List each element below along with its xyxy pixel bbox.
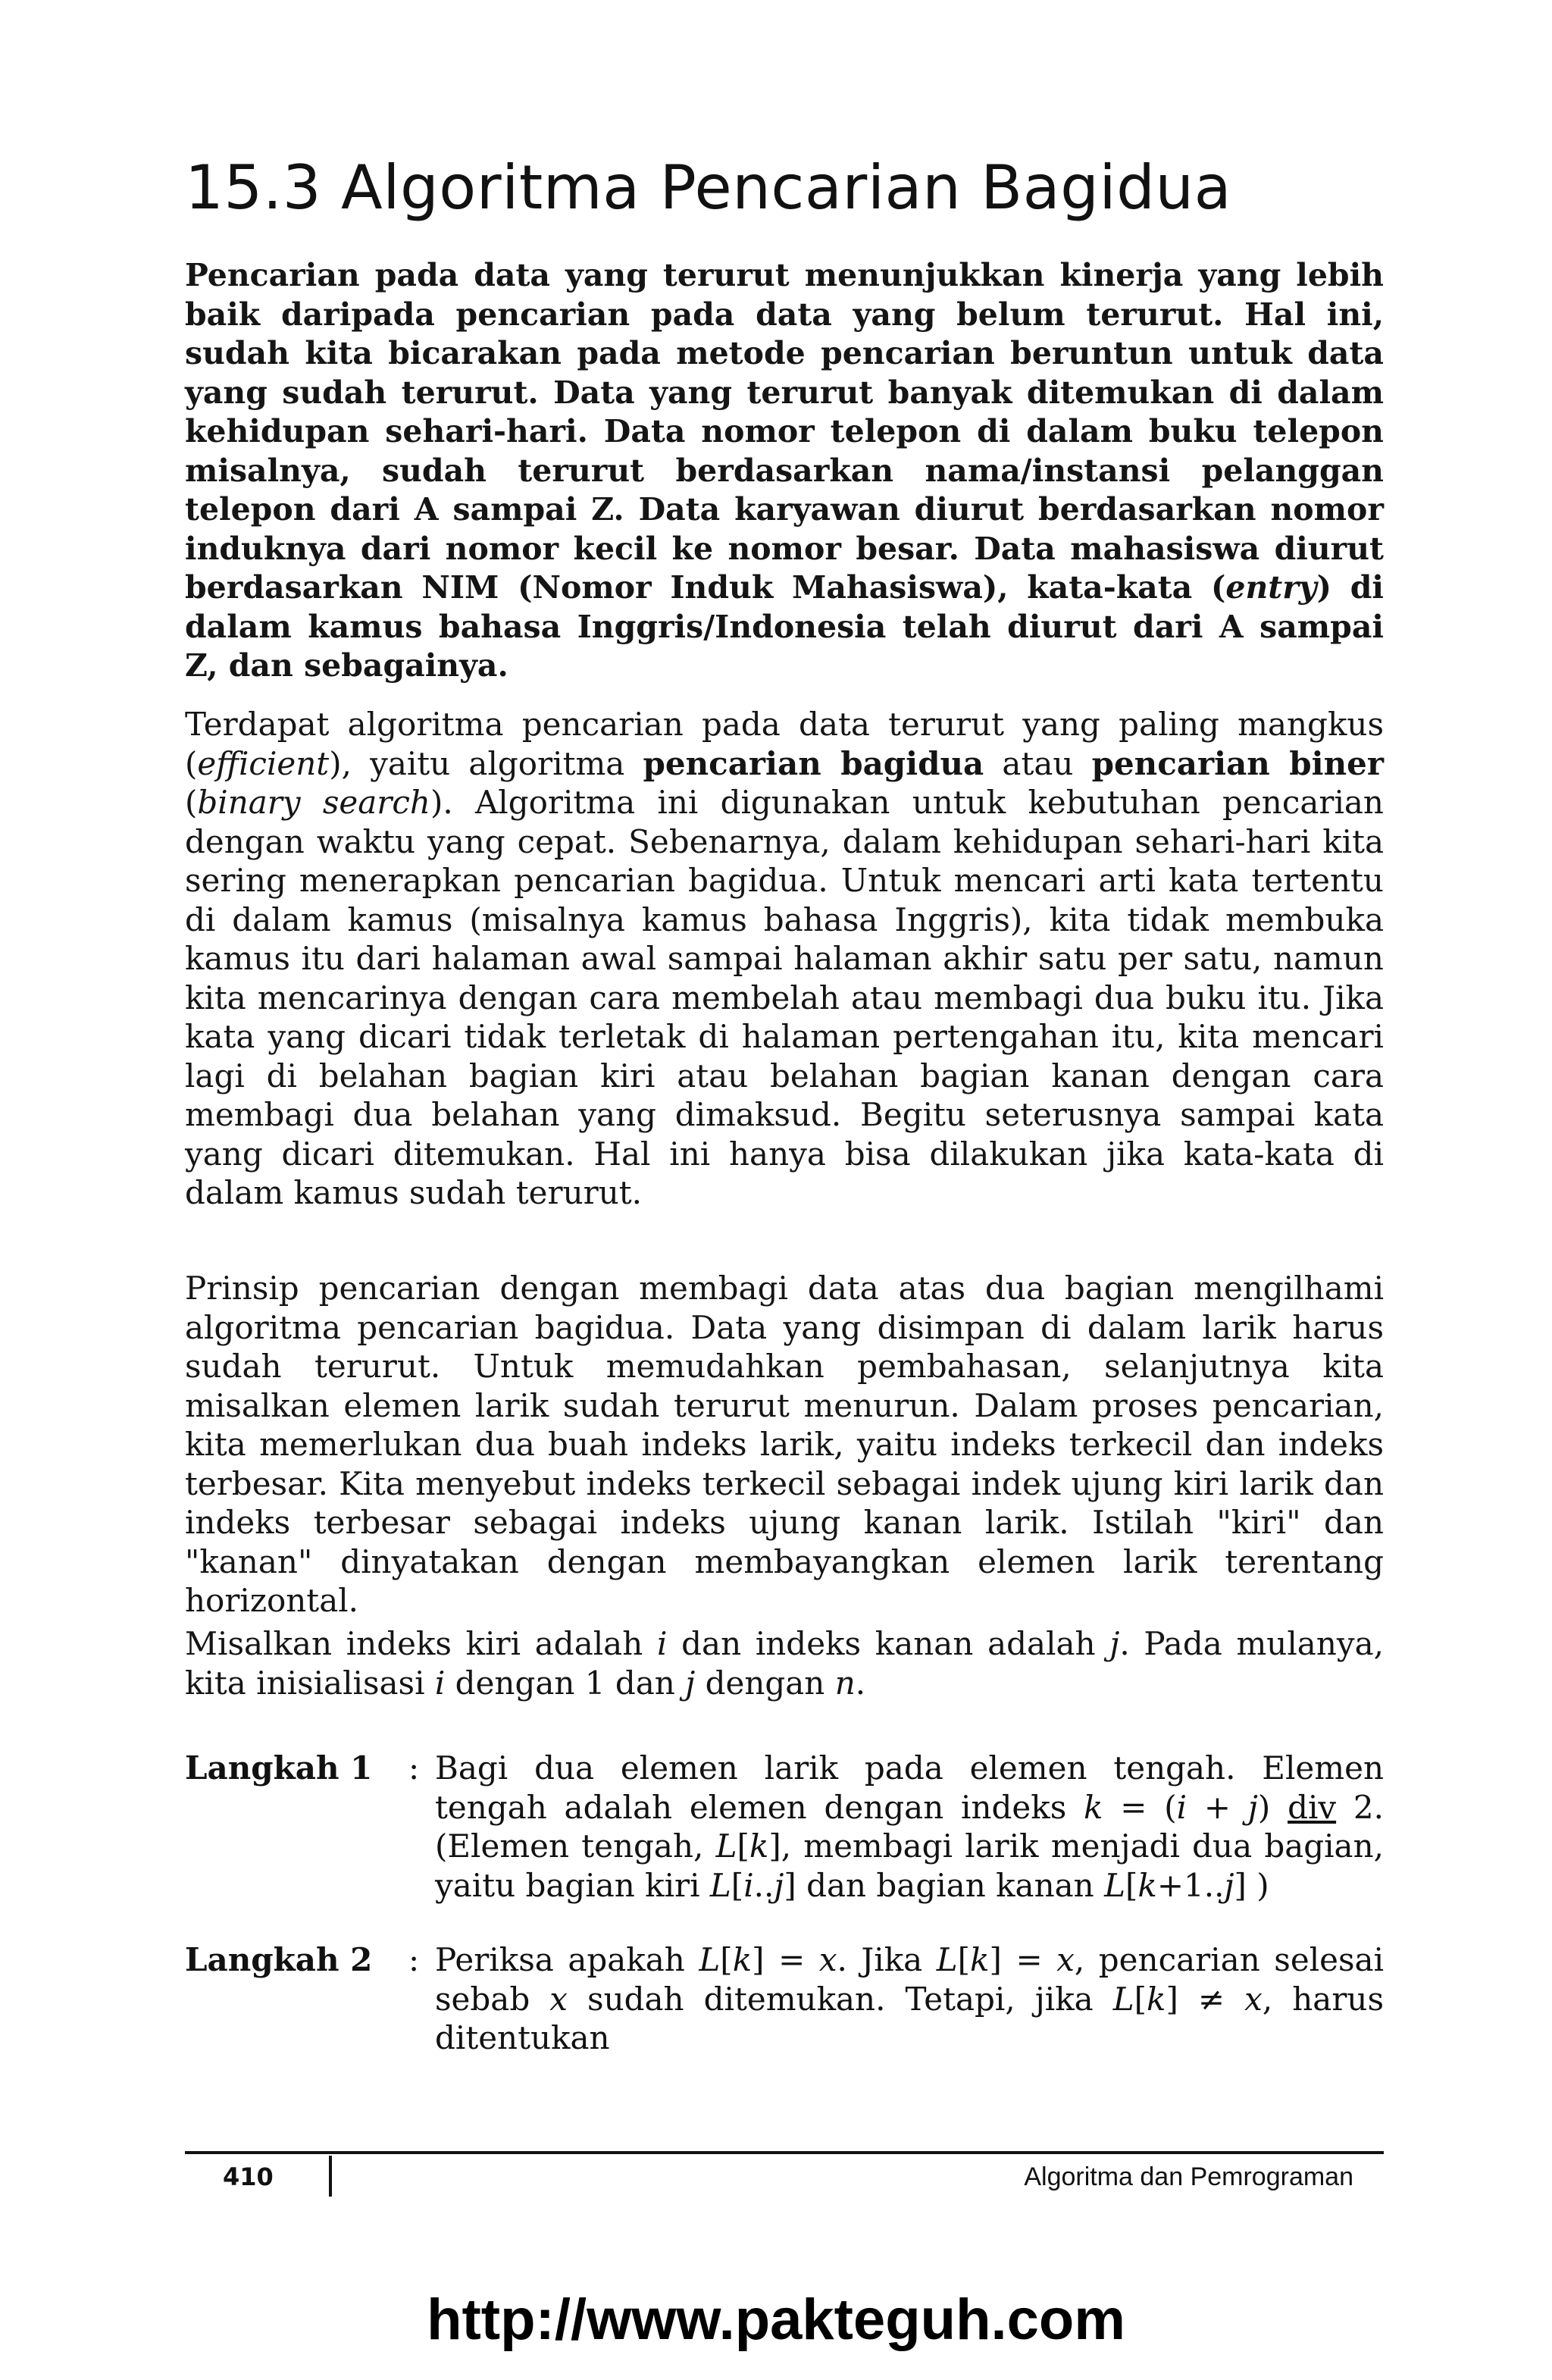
italic-term-binary-search: binary search (197, 784, 430, 821)
bold-term-pencarian-bagidua: pencarian bagidua (643, 744, 984, 782)
text-run: ) (1257, 1788, 1288, 1826)
math-var: i (434, 1664, 446, 1702)
book-title: Algoritma dan Pemrograman (1024, 2162, 1353, 2191)
text-run: = ( (1103, 1788, 1177, 1826)
text-run: ], membagi larik menjadi dua bagian, yaitu bagian kiri (435, 1827, 1384, 1904)
text-run: ). Algoritma ini digunakan untuk kebutuhan pencarian dengan waktu yang cepat. Sebenarnya, dalam kehidupan sehari-hari kita sering menerapkan pencarian bagidua. Untuk mencari arti kata tertentu di dalam kamus (misalnya kamus bahasa Inggris), kita tidak membuka kamus itu dari halaman awal sampai halaman akhir satu per satu, namun kita mencarinya dengan cara membelah atau membagi dua buku itu. Jika kata yang dicari tidak terletak di halaman pertengahan itu, kita mencari lagi di belahan bagian kiri atau belahan bagian kanan dengan cara membagi dua belahan yang dimaksud. Begitu seterusnya sampai kata yang dicari ditemukan. Hal ini hanya bisa dilakukan jika kata-kata di dalam kamus sudah terurut. (185, 784, 1384, 1211)
text-run: dan indeks kanan adalah (667, 1625, 1110, 1662)
math-var: x (1244, 1980, 1263, 2018)
math-var: L (699, 1941, 721, 1978)
math-var: k (1137, 1866, 1157, 1904)
text-run: [ (957, 1941, 971, 1978)
paragraph-binary-search (185, 705, 1384, 1213)
math-var: x (1056, 1941, 1075, 1978)
text-run: Pencarian pada data yang terurut menunjukkan kinerja yang lebih baik daripada pencarian pada data yang belum terurut. Hal ini, sudah kita bicarakan pada metode pencarian beruntun untuk data yang sudah terurut. Data yang terurut banyak ditemukan di dalam kehidupan sehari-hari. Data nomor telepon di dalam buku telepon misalnya, sudah terurut berdasarkan nama/instansi pelanggan telepon dari A sampai Z. Data karyawan diurut berdasarkan nomor induknya dari nomor kecil ke nomor besar. Data mahasiswa diurut berdasarkan NIM (Nomor Induk Mahasiswa), kata-kata ( (185, 257, 1384, 606)
document-page (185, 0, 1384, 2380)
text-run: , pencarian selesai sebab (435, 1941, 1385, 2018)
paragraph-indices (185, 1624, 1384, 1702)
text-run: atau (984, 744, 1092, 782)
text-run: ), yaitu algoritma (329, 744, 643, 782)
math-var: x (549, 1980, 568, 2018)
step-text (435, 1940, 1384, 2058)
math-var: j (1247, 1788, 1258, 1826)
text-run: , harus ditentukan (435, 1980, 1384, 2056)
math-var: k (970, 1941, 990, 1978)
math-var: j (774, 1866, 784, 1904)
text-run: [ (1134, 1980, 1147, 2018)
text-run: dengan (695, 1664, 835, 1702)
text-run: ) di dalam kamus bahasa Inggris/Indonesia telah diurut dari A sampai Z, dan sebagainya. (185, 569, 1385, 684)
text-run: +1.. (1156, 1866, 1225, 1904)
text-run: ( (185, 784, 198, 821)
math-var: i (656, 1625, 668, 1662)
text-run: 2. (Elemen tengah, (435, 1788, 1384, 1865)
math-var: L (936, 1941, 958, 1978)
text-run: Bagi dua elemen larik pada elemen tengah. Elemen tengah adalah elemen dengan indeks (435, 1749, 1384, 1826)
math-var: i (1176, 1788, 1187, 1826)
math-var: L (709, 1866, 731, 1904)
text-run: Periksa apakah (435, 1941, 699, 1978)
text-run: ] = (752, 1941, 819, 1978)
math-var: j (685, 1664, 696, 1702)
text-run: [ (737, 1827, 749, 1865)
math-var: k (732, 1941, 753, 1978)
paragraph-intro (185, 256, 1384, 686)
text-run: sudah ditemukan. Tetapi, jika (567, 1980, 1113, 2018)
text-run: [ (720, 1941, 733, 1978)
text-run: ] dan bagian kanan (784, 1866, 1105, 1904)
bold-term-pencarian-biner: pencarian biner (1091, 744, 1384, 782)
footer-rule (185, 2151, 1384, 2154)
text-run: . Pada mulanya, kita inisialisasi (185, 1625, 1384, 1702)
math-var: k (1084, 1788, 1103, 1826)
text-run: [ (731, 1866, 744, 1904)
text-run: ] = (989, 1941, 1057, 1978)
text-run: ] ≠ (1166, 1980, 1245, 2018)
step-label: Langkah 1 (185, 1749, 373, 1787)
math-var: L (715, 1827, 737, 1865)
math-var: i (743, 1866, 754, 1904)
step-colon: : (408, 1941, 420, 1978)
text-run: + (1187, 1788, 1248, 1826)
section-title: 15.3 Algoritma Pencarian Bagidua (185, 152, 1232, 223)
math-var: L (1104, 1866, 1125, 1904)
math-var: j (1224, 1866, 1234, 1904)
page-number: 410 (223, 2162, 274, 2191)
text-run: .. (753, 1866, 774, 1904)
math-var: k (1147, 1980, 1166, 2018)
text-run: [ (1125, 1866, 1138, 1904)
watermark-url: http://www.pakteguh.com (427, 2288, 1125, 2352)
text-run: . Jika (837, 1941, 937, 1978)
text-run: Misalkan indeks kiri adalah (185, 1625, 657, 1662)
math-var: n (834, 1664, 856, 1702)
math-var: L (1112, 1980, 1134, 2018)
italic-term-efficient: efficient (197, 744, 330, 782)
text-run: ] ) (1234, 1866, 1269, 1904)
math-var: j (1109, 1625, 1120, 1662)
italic-term-entry: entry (1225, 569, 1317, 606)
operator-div: div (1288, 1788, 1337, 1826)
paragraph-principle: Prinsip pencarian dengan membagi data atas dua bagian mengilhami algoritma pencarian bagidua. Data yang disimpan di dalam larik harus sudah terurut. Untuk memudahkan pembahasan, selanjutnya kita misalkan elemen larik sudah terurut menurun. Dalam proses pencarian, kita memerlukan dua buah indeks larik, yaitu indeks terkecil dan indeks terbesar. Kita menyebut indeks terkecil sebagai indek ujung kiri larik dan indeks terbesar sebagai indeks ujung kanan larik. Istilah "kiri" dan "kanan" dinyatakan dengan membayangkan elemen larik terentang horizontal. (185, 1270, 1384, 1619)
step-label: Langkah 2 (185, 1941, 373, 1978)
text-run: dengan 1 dan (445, 1664, 686, 1702)
footer-divider (329, 2156, 332, 2197)
math-var: x (818, 1941, 837, 1978)
text-run: Terdapat algoritma pencarian pada data terurut yang paling mangkus ( (185, 706, 1384, 782)
step-colon: : (408, 1749, 420, 1787)
text-run: . (855, 1664, 866, 1702)
math-var: k (749, 1827, 769, 1865)
step-text (435, 1749, 1384, 1905)
